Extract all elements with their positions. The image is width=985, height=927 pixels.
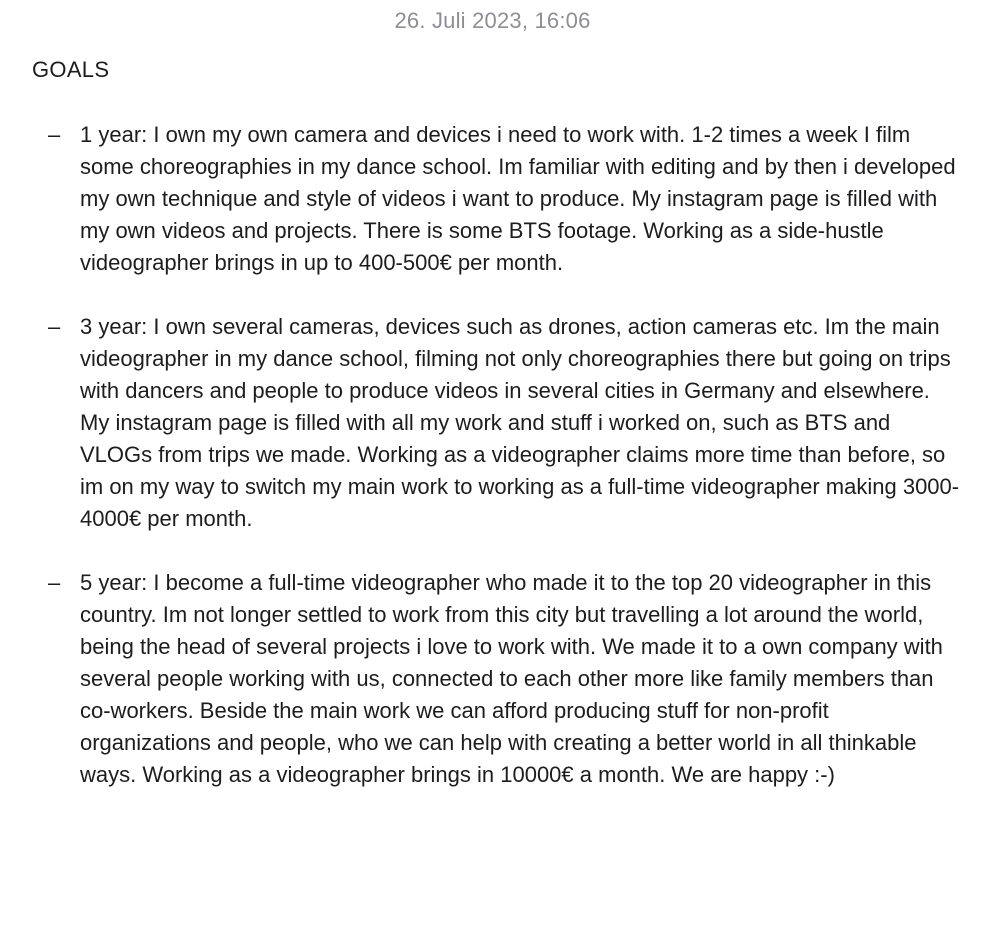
note-timestamp: 26. Juli 2023, 16:06 <box>394 8 591 33</box>
goal-item-1-year[interactable] <box>0 119 985 279</box>
goal-text[interactable]: 1 year: I own my own camera and devices i need to work with. 1-2 times a week I film some choreographies in my dance school. Im familiar with editing and by then i developed my own technique and style of videos i want to produce. My instagram page is filled with my own videos and projects. There is some BTS footage. Working as a side-hustle videographer brings in up to 400-500€ per month. <box>80 122 956 275</box>
goal-text[interactable]: 5 year: I become a full-time videographer who made it to the top 20 videographer in this country. Im not longer settled to work from this city but travelling a lot around the world, being the head of several projects i love to work with. We made it to a own company with several people working with us, connected to each other more like family members than co-workers. Beside the main work we can afford producing stuff for non-profit organizations and people, who we can help with creating a better world in all thinkable ways. Working as a videographer brings in 10000€ a month. We are happy :-) <box>80 570 943 787</box>
bullet-dash: – <box>48 122 61 147</box>
note-title[interactable]: GOALS <box>32 57 110 82</box>
goals-list <box>0 119 985 823</box>
goal-text[interactable]: 3 year: I own several cameras, devices such as drones, action cameras etc. Im the main videographer in my dance school, filming not only choreographies there but going on trips with dancers and people to produce videos in several cities in Germany and elsewhere. My instagram page is filled with all my work and stuff i worked on, such as BTS and VLOGs from trips we made. Working as a videographer claims more time than before, so im on my way to switch my main work to working as a full-time videographer making 3000-4000€ per month. <box>80 314 960 531</box>
bullet-dash: – <box>48 314 61 339</box>
bullet-dash: – <box>48 570 61 595</box>
goal-item-3-year[interactable] <box>0 311 985 535</box>
goal-item-5-year[interactable] <box>0 567 985 791</box>
